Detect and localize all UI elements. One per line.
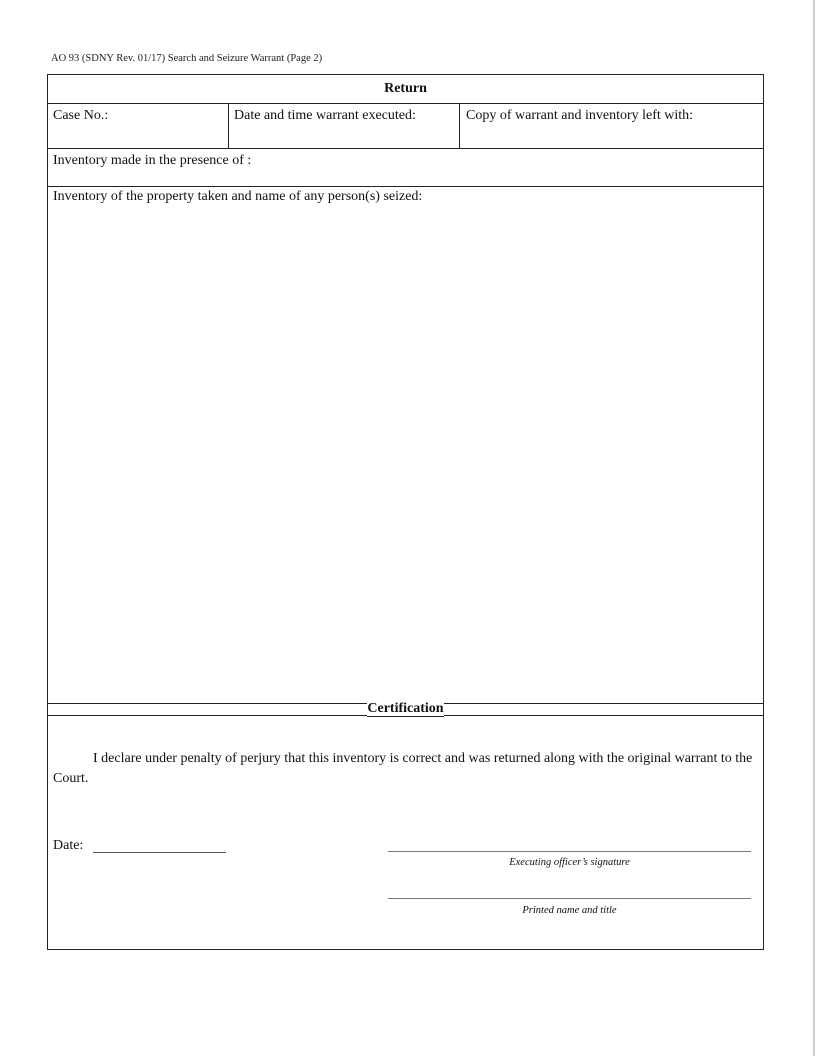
certification-title-wrap xyxy=(48,702,763,716)
form-identifier: AO 93 (SDNY Rev. 01/17) Search and Seizure Warrant (Page 2) xyxy=(51,53,323,64)
case-no-label: Case No.: xyxy=(53,108,109,123)
date-time-executed-label: Date and time warrant executed: xyxy=(234,108,416,123)
inventory-presence-field[interactable] xyxy=(48,149,763,187)
inventory-presence-label: Inventory made in the presence of : xyxy=(53,153,252,168)
printed-name-title-line[interactable] xyxy=(388,898,751,899)
case-no-field[interactable] xyxy=(48,104,229,148)
date-time-executed-field[interactable] xyxy=(229,104,460,148)
certification-declaration: I declare under penalty of perjury that this inventory is correct and was returned along with the original warrant to the Court. xyxy=(53,751,753,786)
copy-left-with-label: Copy of warrant and inventory left with: xyxy=(466,108,694,123)
certification-bar xyxy=(48,701,763,716)
officer-signature-line[interactable] xyxy=(388,851,751,852)
inventory-property-label: Inventory of the property taken and name of any person(s) seized: xyxy=(53,189,423,204)
certification-title: Certification xyxy=(367,701,444,716)
page-edge-shadow xyxy=(813,0,815,1056)
copy-left-with-field[interactable] xyxy=(460,104,765,148)
inventory-property-field[interactable] xyxy=(48,187,763,704)
officer-signature-caption: Executing officer’s signature xyxy=(509,857,630,868)
date-input-line[interactable] xyxy=(93,852,226,853)
return-title: Return xyxy=(48,75,763,104)
date-label: Date: xyxy=(53,838,84,853)
return-fields-row xyxy=(48,104,763,149)
printed-name-title-caption: Printed name and title xyxy=(522,905,617,916)
return-form xyxy=(47,74,764,950)
